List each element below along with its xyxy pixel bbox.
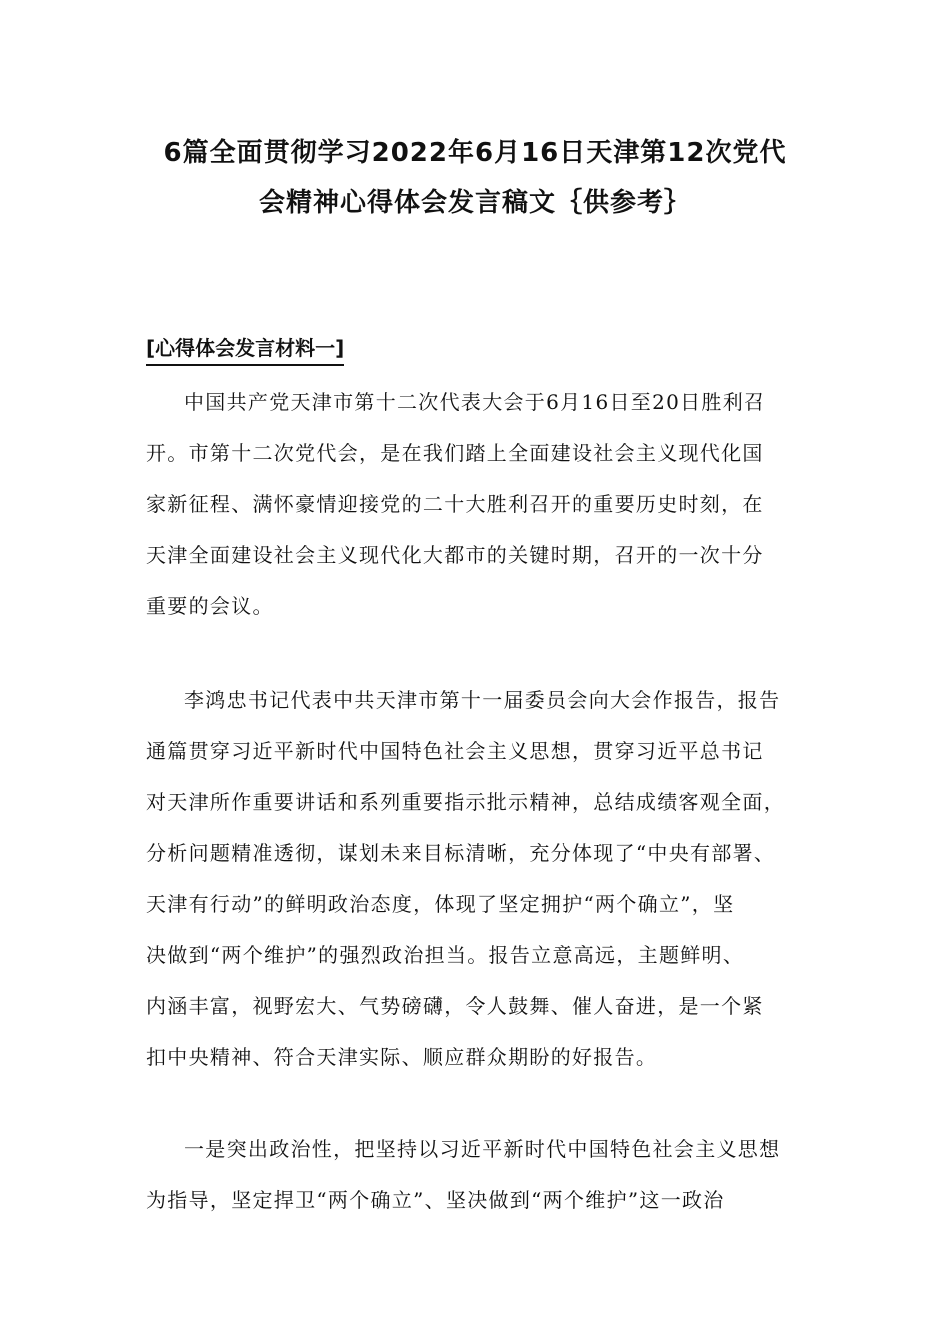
paragraph-line: 一是突出政治性，把坚持以习近平新时代中国特色社会主义思想 <box>184 1137 781 1161</box>
paragraph-line: 对天津所作重要讲话和系列重要指示批示精神，总结成绩客观全面， <box>146 790 785 814</box>
paragraph-line: 通篇贯穿习近平新时代中国特色社会主义思想，贯穿习近平总书记 <box>146 739 764 763</box>
title-line: 6篇全面贯彻学习2022年6月16日天津第12次党代 <box>163 138 787 168</box>
paragraph-line: 分析问题精准透彻，谋划未来目标清晰，充分体现了“中央有部署、 <box>146 841 776 865</box>
paragraph-line: 开。市第十二次党代会，是在我们踏上全面建设社会主义现代化国 <box>146 441 764 465</box>
paragraph-line: 李鸿忠书记代表中共天津市第十一届委员会向大会作报告，报告 <box>184 688 781 712</box>
paragraph <box>146 1124 810 1226</box>
paragraph-line: 重要的会议。 <box>146 594 274 618</box>
paragraph-line: 家新征程、满怀豪情迎接党的二十大胜利召开的重要历史时刻，在 <box>146 492 764 516</box>
title-line: 会精神心得体会发言稿文｛供参考｝ <box>258 188 691 218</box>
paragraph-line: 为指导，坚定捍卫“两个确立”、坚决做到“两个维护”这一政治 <box>146 1188 725 1212</box>
paragraph-line: 天津有行动”的鲜明政治态度，体现了坚定拥护“两个确立”，坚 <box>146 892 735 916</box>
paragraph <box>146 377 810 632</box>
paragraph <box>146 675 810 1083</box>
section-heading: [心得体会发言材料一] <box>146 333 344 366</box>
paragraph-line: 天津全面建设社会主义现代化大都市的关键时期，召开的一次十分 <box>146 543 764 567</box>
paragraph-line: 决做到“两个维护”的强烈政治担当。报告立意高远，主题鲜明、 <box>146 943 745 967</box>
paragraph-line: 内涵丰富，视野宏大、气势磅礴，令人鼓舞、催人奋进，是一个紧 <box>146 994 764 1018</box>
document-title <box>120 128 830 228</box>
paragraph-line: 中国共产党天津市第十二次代表大会于6月16日至20日胜利召 <box>184 390 766 414</box>
paragraph-line: 扣中央精神、符合天津实际、顺应群众期盼的好报告。 <box>146 1045 658 1069</box>
